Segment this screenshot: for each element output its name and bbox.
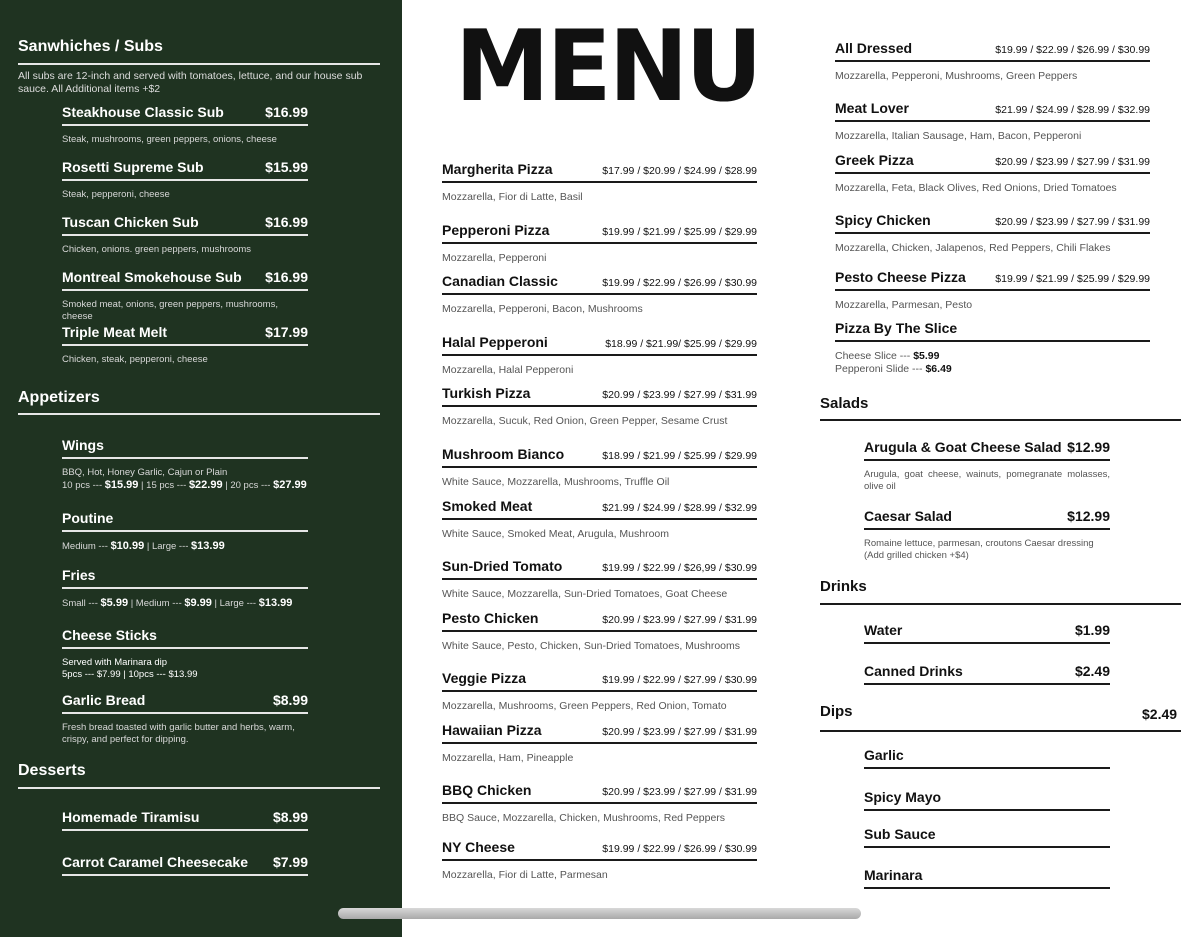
item-name: Marinara bbox=[864, 867, 923, 883]
item-name: Spicy Chicken bbox=[835, 212, 931, 228]
salads-rule bbox=[820, 419, 1181, 421]
sub-item bbox=[62, 212, 308, 256]
pizza-item bbox=[442, 608, 757, 653]
item-name: Caesar Salad bbox=[864, 508, 952, 524]
item-price: $17.99 bbox=[265, 324, 308, 340]
item-desc: White Sauce, Pesto, Chicken, Sun-Dried Tomatoes, Mushrooms bbox=[442, 640, 741, 652]
item-prices: $20.99 / $23.99 / $27.99 / $31.99 bbox=[602, 614, 757, 626]
drink-item bbox=[864, 620, 1110, 644]
item-desc: Mozzarella, Fior di Latte, Basil bbox=[442, 191, 583, 203]
pizza-item bbox=[442, 837, 757, 882]
dip-item bbox=[864, 745, 1110, 769]
item-desc: Cheese Slice --- $5.99 Pepperoni Slide --- $6.49 bbox=[835, 350, 952, 375]
item-name: Canned Drinks bbox=[864, 663, 963, 679]
item-name: BBQ Chicken bbox=[442, 782, 532, 798]
appetizers-rule bbox=[18, 413, 380, 415]
pizza-by-slice bbox=[835, 318, 1150, 376]
dip-item bbox=[864, 865, 1110, 889]
item-desc: Steak, mushrooms, green peppers, onions, cheese bbox=[62, 134, 277, 145]
item-name: Triple Meat Melt bbox=[62, 324, 168, 340]
item-desc: Mozzarella, Feta, Black Olives, Red Onions, Dried Tomatoes bbox=[835, 182, 1117, 194]
item-desc: Mozzarella, Italian Sausage, Ham, Bacon, Pepperoni bbox=[835, 130, 1082, 142]
pizza-item bbox=[442, 220, 757, 265]
appetizer-poutine bbox=[62, 508, 308, 553]
item-desc: Medium --- $10.99 | Large --- $13.99 bbox=[62, 540, 225, 552]
dip-item bbox=[864, 824, 1110, 848]
item-name: Carrot Caramel Cheesecake bbox=[62, 854, 248, 870]
item-name: Fries bbox=[62, 567, 96, 583]
item-name: Pesto Chicken bbox=[442, 610, 539, 626]
item-name: Veggie Pizza bbox=[442, 670, 527, 686]
item-name: Rosetti Supreme Sub bbox=[62, 159, 204, 175]
item-price: $8.99 bbox=[272, 692, 308, 708]
item-name: All Dressed bbox=[835, 40, 913, 56]
item-desc: Mozzarella, Halal Pepperoni bbox=[442, 364, 574, 376]
item-price: $12.99 bbox=[1067, 439, 1110, 455]
sub-item bbox=[62, 322, 308, 366]
item-desc: Mozzarella, Chicken, Jalapenos, Red Peppers, Chili Flakes bbox=[835, 242, 1111, 254]
item-name: Pepperoni Pizza bbox=[442, 222, 550, 238]
drink-item bbox=[864, 661, 1110, 685]
item-name: Pesto Cheese Pizza bbox=[835, 269, 966, 285]
item-price: $16.99 bbox=[265, 269, 308, 285]
item-price: $8.99 bbox=[272, 809, 308, 825]
item-prices: $19.99 / $21.99 / $25.99 / $29.99 bbox=[602, 226, 757, 238]
item-name: Mushroom Bianco bbox=[442, 446, 565, 462]
horizontal-scrollbar[interactable] bbox=[338, 908, 861, 919]
subs-rule bbox=[18, 63, 380, 65]
salad-item bbox=[864, 437, 1110, 493]
pizza-item bbox=[442, 720, 757, 765]
dessert-item bbox=[62, 852, 308, 876]
item-price: $7.99 bbox=[272, 854, 308, 870]
item-name: Hawaiian Pizza bbox=[442, 722, 542, 738]
item-prices: $19.99 / $22.99 / $27.99 / $30.99 bbox=[602, 674, 757, 686]
item-name: NY Cheese bbox=[442, 839, 515, 855]
item-name: Cheese Sticks bbox=[62, 627, 157, 643]
item-prices: $19.99 / $22.99 / $26.99 / $30.99 bbox=[602, 843, 757, 855]
pizza-item bbox=[835, 38, 1150, 83]
item-prices: $19.99 / $22.99 / $26,99 / $30.99 bbox=[602, 562, 757, 574]
pizza-item bbox=[442, 556, 757, 601]
item-prices: $21.99 / $24.99 / $28.99 / $32.99 bbox=[602, 502, 757, 514]
item-name: Margherita Pizza bbox=[442, 161, 553, 177]
item-desc: Fresh bread toasted with garlic butter and herbs, warm, crispy, and perfect for dipping. bbox=[62, 722, 295, 745]
pizza-item bbox=[442, 383, 757, 428]
dips-rule bbox=[820, 730, 1181, 732]
item-prices: $18.99 / $21.99 / $25.99 / $29.99 bbox=[602, 450, 757, 462]
item-desc: Chicken, onions. green peppers, mushrooms bbox=[62, 244, 252, 255]
item-desc: Small --- $5.99 | Medium --- $9.99 | Large --- $13.99 bbox=[62, 597, 293, 609]
item-desc: White Sauce, Smoked Meat, Arugula, Mushroom bbox=[442, 528, 670, 540]
item-name: Greek Pizza bbox=[835, 152, 914, 168]
item-price: $15.99 bbox=[265, 159, 308, 175]
item-desc: Romaine lettuce, parmesan, croutons Caesar dressing (Add grilled chicken +$4) bbox=[864, 538, 1094, 561]
item-prices: $19.99 / $22.99 / $26.99 / $30.99 bbox=[995, 44, 1150, 56]
item-desc: Chicken, steak, pepperoni, cheese bbox=[62, 354, 208, 365]
dessert-item bbox=[62, 807, 308, 831]
item-desc: Mozzarella, Mushrooms, Green Peppers, Red Onion, Tomato bbox=[442, 700, 727, 712]
menu-title: MENU bbox=[455, 10, 760, 124]
item-name: Pizza By The Slice bbox=[835, 320, 958, 336]
salads-title: Salads bbox=[820, 395, 869, 412]
salad-item bbox=[864, 506, 1110, 562]
item-price: $12.99 bbox=[1067, 508, 1110, 524]
desserts-rule bbox=[18, 787, 380, 789]
pizza-item bbox=[442, 159, 757, 204]
item-name: Smoked Meat bbox=[442, 498, 533, 514]
pizza-item bbox=[835, 267, 1150, 312]
item-price: $16.99 bbox=[265, 214, 308, 230]
item-desc: Mozzarella, Sucuk, Red Onion, Green Pepper, Sesame Crust bbox=[442, 415, 728, 427]
item-name: Arugula & Goat Cheese Salad bbox=[864, 439, 1062, 455]
left-panel bbox=[0, 0, 402, 937]
item-prices: $20.99 / $23.99 / $27.99 / $31.99 bbox=[602, 786, 757, 798]
item-prices: $20.99 / $23.99 / $27.99 / $31.99 bbox=[602, 726, 757, 738]
pizza-item bbox=[835, 98, 1150, 143]
item-name: Garlic Bread bbox=[62, 692, 146, 708]
appetizers-title: Appetizers bbox=[18, 389, 100, 406]
item-desc: Mozzarella, Parmesan, Pesto bbox=[835, 299, 973, 311]
pizza-item bbox=[442, 271, 757, 316]
item-name: Wings bbox=[62, 437, 104, 453]
item-desc: Served with Marinara dip 5pcs --- $7.99 | 10pcs --- $13.99 bbox=[62, 657, 198, 680]
item-desc: Steak, pepperoni, cheese bbox=[62, 189, 170, 200]
item-name: Tuscan Chicken Sub bbox=[62, 214, 199, 230]
item-name: Garlic bbox=[864, 747, 904, 763]
item-desc: Smoked meat, onions, green peppers, mushrooms, cheese bbox=[62, 299, 278, 322]
dips-title: Dips bbox=[820, 703, 853, 720]
pizza-item bbox=[442, 444, 757, 489]
pizza-item bbox=[835, 150, 1150, 195]
appetizer-garlic-bread bbox=[62, 690, 308, 746]
item-prices: $20.99 / $23.99 / $27.99 / $31.99 bbox=[995, 156, 1150, 168]
appetizer-wings bbox=[62, 435, 308, 492]
subs-title: Sanwhiches / Subs bbox=[18, 38, 163, 55]
dip-item bbox=[864, 787, 1110, 811]
item-desc: BBQ, Hot, Honey Garlic, Cajun or Plain 10 pcs --- $15.99 | 15 pcs --- $22.99 | 20 pcs --- $27.99 bbox=[62, 467, 307, 491]
item-desc: Mozzarella, Fior di Latte, Parmesan bbox=[442, 869, 608, 881]
pizza-item bbox=[442, 332, 757, 377]
item-desc: White Sauce, Mozzarella, Mushrooms, Truffle Oil bbox=[442, 476, 670, 488]
sub-item bbox=[62, 157, 308, 201]
item-name: Canadian Classic bbox=[442, 273, 558, 289]
item-name: Homemade Tiramisu bbox=[62, 809, 200, 825]
item-name: Turkish Pizza bbox=[442, 385, 531, 401]
item-price: $1.99 bbox=[1074, 622, 1110, 638]
drinks-title: Drinks bbox=[820, 578, 867, 595]
item-name: Montreal Smokehouse Sub bbox=[62, 269, 242, 285]
item-name: Poutine bbox=[62, 510, 114, 526]
desserts-title: Desserts bbox=[18, 762, 86, 779]
item-prices: $19.99 / $21.99 / $25.99 / $29.99 bbox=[995, 273, 1150, 285]
pizza-item bbox=[442, 780, 757, 825]
item-name: Halal Pepperoni bbox=[442, 334, 548, 350]
item-name: Meat Lover bbox=[835, 100, 909, 116]
sub-item bbox=[62, 102, 308, 146]
item-name: Sun-Dried Tomato bbox=[442, 558, 563, 574]
item-name: Water bbox=[864, 622, 903, 638]
appetizer-cheese-sticks bbox=[62, 625, 308, 681]
item-prices: $19.99 / $22.99 / $26.99 / $30.99 bbox=[602, 277, 757, 289]
sub-item bbox=[62, 267, 308, 323]
pizza-item bbox=[835, 210, 1150, 255]
subs-note: All subs are 12-inch and served with tomatoes, lettuce, and our house sub sauce. All Additional items +$2 bbox=[18, 70, 363, 95]
item-desc: Arugula, goat cheese, wainuts, pomegranate molasses, olive oil bbox=[864, 469, 1110, 492]
dips-price: $2.49 bbox=[1142, 706, 1178, 722]
item-name: Spicy Mayo bbox=[864, 789, 942, 805]
item-prices: $20.99 / $23.99 / $27.99 / $31.99 bbox=[602, 389, 757, 401]
item-prices: $21.99 / $24.99 / $28.99 / $32.99 bbox=[995, 104, 1150, 116]
item-price: $2.49 bbox=[1074, 663, 1110, 679]
item-prices: $20.99 / $23.99 / $27.99 / $31.99 bbox=[995, 216, 1150, 228]
item-desc: Mozzarella, Pepperoni, Mushrooms, Green Peppers bbox=[835, 70, 1078, 82]
item-prices: $17.99 / $20.99 / $24.99 / $28.99 bbox=[602, 165, 757, 177]
item-desc: Mozzarella, Ham, Pineapple bbox=[442, 752, 574, 764]
appetizer-fries bbox=[62, 565, 308, 610]
pizza-item bbox=[442, 668, 757, 713]
drinks-rule bbox=[820, 603, 1181, 605]
item-desc: Mozzarella, Pepperoni bbox=[442, 252, 547, 264]
item-desc: White Sauce, Mozzarella, Sun-Dried Tomatoes, Goat Cheese bbox=[442, 588, 728, 600]
item-name: Steakhouse Classic Sub bbox=[62, 104, 224, 120]
item-desc: Mozzarella, Pepperoni, Bacon, Mushrooms bbox=[442, 303, 643, 315]
item-prices: $18.99 / $21.99/ $25.99 / $29.99 bbox=[605, 338, 757, 350]
item-name: Sub Sauce bbox=[864, 826, 936, 842]
item-price: $16.99 bbox=[265, 104, 308, 120]
item-desc: BBQ Sauce, Mozzarella, Chicken, Mushrooms, Red Peppers bbox=[442, 812, 726, 824]
pizza-item bbox=[442, 496, 757, 541]
